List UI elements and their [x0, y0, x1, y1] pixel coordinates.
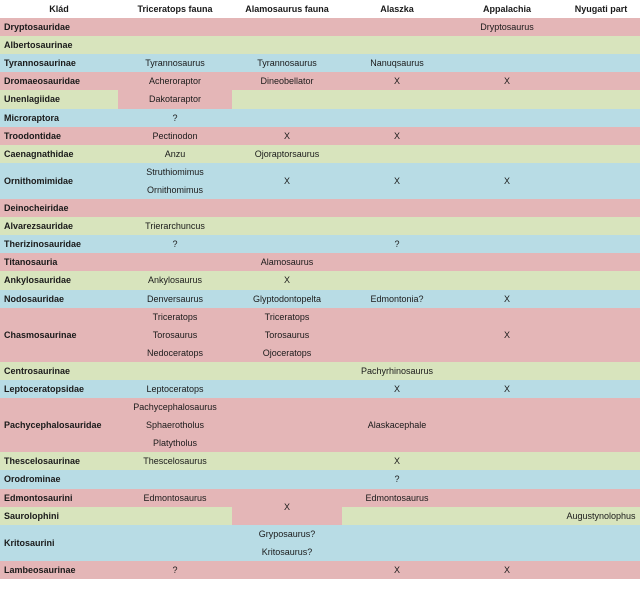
table-row: [0, 561, 640, 579]
table-cell: [118, 18, 232, 36]
table-cell: [562, 561, 640, 579]
table-cell: [562, 253, 640, 271]
table-cell: [232, 109, 342, 127]
table-cell: Pachycephalosaurus: [133, 402, 217, 413]
table-cell: [232, 235, 342, 253]
header-appalachia: Appalachia: [452, 0, 562, 18]
table-cell: [452, 507, 562, 525]
clade-cell: Titanosauria: [4, 257, 58, 268]
table-cell: Ojoceratops: [262, 347, 312, 358]
table-cell: Thescelosaurus: [143, 456, 207, 467]
clade-cell: Dryptosauridae: [4, 22, 71, 33]
header-clade: Klád: [0, 0, 118, 18]
table-cell: Tyrannosaurus: [257, 58, 317, 69]
table-cell: [452, 199, 562, 217]
table-cell: Platytholus: [152, 438, 198, 449]
table-cell: [562, 470, 640, 488]
table-cell: X: [503, 175, 510, 186]
table-cell: [562, 36, 640, 54]
table-cell: [118, 199, 232, 217]
table-cell: Struthiomimus: [146, 166, 204, 177]
table-cell: [452, 253, 562, 271]
table-cell: [562, 145, 640, 163]
table-cell: ?: [172, 564, 178, 575]
table-row: [0, 290, 640, 308]
table-row: [0, 253, 640, 271]
table-cell: Ojoraptorsaurus: [254, 148, 320, 159]
clade-cell: Orodrominae: [4, 474, 61, 485]
table-cell: Edmontonia?: [370, 293, 424, 304]
table-cell: Anzu: [164, 148, 186, 159]
clade-cell: Lambeosaurinae: [4, 564, 76, 575]
table-cell: [342, 145, 452, 163]
table-cell: Dakotaraptor: [148, 94, 202, 105]
header-triceratops-fauna: Triceratops fauna: [118, 0, 232, 18]
table-cell: [232, 362, 342, 380]
table-cell: X: [393, 130, 400, 141]
table-cell: X: [393, 383, 400, 394]
table-cell: Glyptodontopelta: [252, 293, 322, 304]
clade-cell: Caenagnathidae: [4, 148, 74, 159]
table-cell: [342, 271, 452, 289]
table-cell: X: [393, 456, 400, 467]
clade-cell: Chasmosaurinae: [4, 329, 77, 340]
table-cell: X: [283, 275, 290, 286]
table-cell: Dryptosaurus: [480, 22, 534, 33]
table-cell: [562, 271, 640, 289]
table-cell: [342, 90, 452, 108]
table-cell: [452, 470, 562, 488]
table-cell: [452, 217, 562, 235]
table-cell: Alamosaurus: [260, 257, 314, 268]
table-cell: [118, 253, 232, 271]
table-cell: Gryposaurus?: [258, 528, 316, 539]
table-cell: [562, 109, 640, 127]
table-cell: [342, 217, 452, 235]
table-cell: X: [503, 76, 510, 87]
table-cell: Triceratops: [264, 311, 310, 322]
clade-cell: Centrosaurinae: [4, 365, 71, 376]
table-row: [0, 90, 640, 108]
table-cell: X: [503, 293, 510, 304]
table-cell: Kritosaurus?: [261, 546, 313, 557]
header-alamosaurus-fauna: Alamosaurus fauna: [232, 0, 342, 18]
clade-cell: Ornithomimidae: [4, 175, 74, 186]
header-alaszka: Alaszka: [342, 0, 452, 18]
table-cell: [452, 525, 562, 561]
table-cell: [342, 199, 452, 217]
table-row: [0, 145, 640, 163]
table-cell: [562, 362, 640, 380]
table-cell: Trierarchuncus: [145, 221, 205, 232]
clade-cell: Deinocheiridae: [4, 203, 69, 214]
header-nyugati-part: Nyugati part: [562, 0, 640, 18]
clade-cell: Tyrannosaurinae: [4, 58, 76, 69]
table-cell: [562, 199, 640, 217]
table-cell: [118, 36, 232, 54]
clade-cell: Leptoceratopsidae: [4, 383, 85, 394]
table-cell: Torosaurus: [264, 329, 310, 340]
table-cell: Ornithomimus: [146, 184, 203, 195]
table-cell: [232, 90, 342, 108]
table-row: [0, 217, 640, 235]
table-cell: [232, 18, 342, 36]
table-cell: [452, 145, 562, 163]
table-cell: [452, 362, 562, 380]
table-cell: Leptoceratops: [146, 383, 204, 394]
clade-cell: Albertosaurinae: [4, 40, 73, 51]
table-cell: [562, 290, 640, 308]
table-row: [0, 36, 640, 54]
table-cell: Augustynolophus: [566, 510, 636, 521]
table-cell: [452, 109, 562, 127]
table-cell: Pachyrhinosaurus: [360, 365, 434, 376]
table-row: [0, 54, 640, 72]
table-cell: [562, 308, 640, 362]
table-cell: Nedoceratops: [146, 347, 204, 358]
table-cell: [452, 127, 562, 145]
table-cell: [452, 489, 562, 507]
header-row: [0, 0, 640, 18]
table-cell: [562, 452, 640, 470]
clade-cell: Therizinosauridae: [4, 239, 82, 250]
table-cell: [562, 235, 640, 253]
table-cell: [342, 253, 452, 271]
table-cell: [232, 217, 342, 235]
table-cell: ?: [172, 239, 178, 250]
table-cell: Edmontosaurus: [365, 492, 429, 503]
table-cell: [232, 561, 342, 579]
table-row: [0, 362, 640, 380]
table-row: [0, 380, 640, 398]
table-cell: X: [232, 489, 342, 525]
table-cell: [232, 36, 342, 54]
table-cell: [232, 470, 342, 488]
table-cell: [562, 72, 640, 90]
table-cell: [232, 398, 342, 452]
table-cell: [118, 507, 232, 525]
clade-cell: Unenlagiidae: [4, 94, 61, 105]
table-cell: Alaskacephale: [367, 420, 427, 431]
table-cell: [562, 90, 640, 108]
table-cell: [452, 36, 562, 54]
table-cell: Tyrannosaurus: [145, 58, 205, 69]
clade-cell: Pachycephalosauridae: [4, 420, 102, 431]
table-row: [0, 489, 640, 507]
table-row: [0, 452, 640, 470]
table-cell: [118, 525, 232, 561]
table-cell: [342, 109, 452, 127]
table-row: [0, 127, 640, 145]
table-cell: ?: [394, 474, 400, 485]
table-cell: [342, 507, 452, 525]
table-cell: [452, 54, 562, 72]
table-cell: [342, 18, 452, 36]
table-cell: X: [503, 564, 510, 575]
table-cell: X: [283, 175, 290, 186]
table-cell: X: [393, 175, 400, 186]
table-cell: [562, 489, 640, 507]
table-cell: [452, 90, 562, 108]
table-cell: [452, 235, 562, 253]
table-row: [0, 398, 640, 416]
table-row: [0, 271, 640, 289]
table-cell: [562, 54, 640, 72]
table-cell: [232, 452, 342, 470]
table-cell: X: [393, 76, 400, 87]
table-cell: [342, 36, 452, 54]
clade-cell: Dromaeosauridae: [4, 76, 81, 87]
table-cell: [562, 525, 640, 561]
table-cell: Sphaerotholus: [145, 420, 205, 431]
table-row: [0, 72, 640, 90]
table-cell: [452, 452, 562, 470]
clade-cell: Thescelosaurinae: [4, 456, 81, 467]
table-cell: [342, 308, 452, 362]
table-cell: Dineobellator: [260, 76, 314, 87]
table-cell: Edmontosaurus: [143, 492, 207, 503]
table-cell: Torosaurus: [152, 329, 198, 340]
clade-cell: Nodosauridae: [4, 293, 65, 304]
table-cell: [342, 525, 452, 561]
table-cell: [562, 380, 640, 398]
table-cell: ?: [394, 239, 400, 250]
table-cell: [452, 271, 562, 289]
table-cell: [452, 398, 562, 452]
table-row: [0, 163, 640, 181]
table-cell: [118, 470, 232, 488]
clade-cell: Kritosaurini: [4, 537, 55, 548]
table-row: [0, 199, 640, 217]
table-cell: X: [503, 383, 510, 394]
table-cell: Acheroraptor: [148, 76, 202, 87]
clade-cell: Alvarezsauridae: [4, 221, 74, 232]
table-cell: X: [503, 329, 510, 340]
table-cell: Triceratops: [152, 311, 198, 322]
table-cell: ?: [172, 112, 178, 123]
table-cell: [562, 18, 640, 36]
table-row: [0, 470, 640, 488]
table-cell: X: [283, 130, 290, 141]
table-row: [0, 18, 640, 36]
table-cell: [562, 127, 640, 145]
clade-cell: Troodontidae: [4, 130, 61, 141]
table-cell: Denversaurus: [146, 293, 204, 304]
clade-cell: Microraptora: [4, 112, 60, 123]
table-row: [0, 109, 640, 127]
table-cell: [562, 398, 640, 452]
clade-cell: Ankylosauridae: [4, 275, 72, 286]
table-row: [0, 235, 640, 253]
table-cell: [232, 380, 342, 398]
table-cell: [562, 163, 640, 199]
table-cell: [562, 217, 640, 235]
table-row: [0, 525, 640, 543]
table-cell: [118, 362, 232, 380]
table-cell: Ankylosaurus: [147, 275, 203, 286]
table-row: [0, 308, 640, 326]
table-cell: [232, 199, 342, 217]
clade-cell: Edmontosaurini: [4, 492, 73, 503]
clade-cell: Saurolophini: [4, 510, 59, 521]
table-cell: X: [393, 564, 400, 575]
table-cell: Nanuqsaurus: [370, 58, 424, 69]
table-cell: Pectinodon: [152, 130, 198, 141]
